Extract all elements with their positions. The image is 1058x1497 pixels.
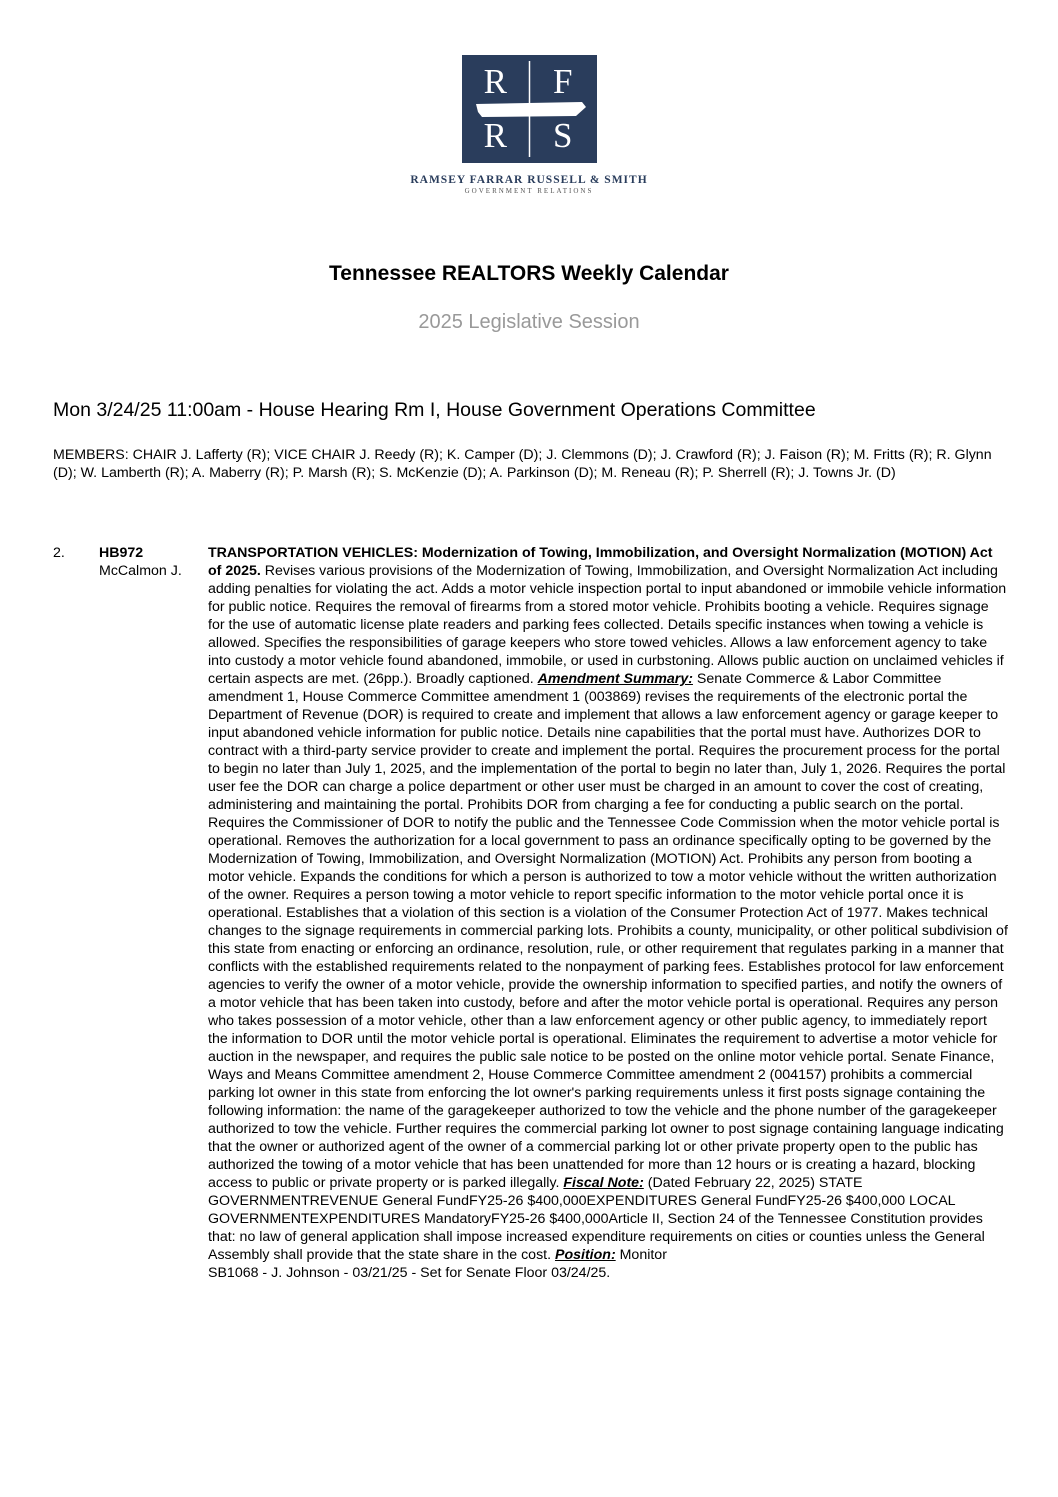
- bill-info: [99, 544, 199, 580]
- bill-description: [208, 544, 1008, 1282]
- amendment-summary-text: Senate Commerce & Labor Committee amendment 1, House Commerce Committee amendment 1 (003869) revises the requirements of the electronic portal the Department of Revenue (DOR) is required to create and implement that allows a law enforcement agency or garage keeper to input abandoned vehicle information for public notice. Details nine capabilities that the portal must have. Authorizes DOR to contract with a third-party service provider to create and implement the portal. Requires the procurement process for the portal to begin no later than July 1, 2025, and the implementation of the portal to begin no later than, July 1, 2026. Requires the portal user fee the DOR can charge a police department or other user must be charged in an amount to cover the cost of creating, administering and maintaining the portal. Prohibits DOR from charging a fee for conducting a public search on the portal. Requires the Commissioner of DOR to notify the public and the Tennessee Code Commission when the motor vehicle portal is operational. Removes the authorization for a local government to pass an ordinance specifically opting to be governed by the Modernization of Towing, Immobilization, and Oversight Normalization (MOTION) Act. Prohibits any person from booting a motor vehicle. Expands the conditions for which a person is authorized to tow a motor vehicle without the written authorization of the owner. Requires a person towing a motor vehicle to report specific information to the motor vehicle portal once it is operational. Establishes that a violation of this section is a violation of the Consumer Protection Act of 1977. Makes technical changes to the signage requirements in commercial parking lots. Prohibits a county, municipality, or other political subdivision of this state from enacting or enforcing an ordinance, resolution, rule, or other requirement that regulates parking in a manner that conflicts with the established requirements related to the nonpayment of parking fees. Establishes protocol for law enforcement agencies to verify the owner of a motor vehicle, provide the ownership information to specified parties, and notify the owners of a motor vehicle that has been taken into custody, before and after the motor vehicle portal is operational. Requires any person who takes possession of a motor vehicle, other than a law enforcement agency or other public agency, to immediately report the information to DOR until the motor vehicle portal is operational. Eliminates the requirement to advertise a motor vehicle for auction in the newspaper, and requires the public sale notice to be posted on the online motor vehicle portal. Senate Finance, Ways and Means Committee amendment 2, House Commerce Committee amendment 2 (004157) prohibits a commercial parking lot owner in this state from enforcing the lot owner's parking requirements unless it first posts signage containing the following information: the name of the garagekeeper authorized to tow the vehicle and the phone number of the garagekeeper authorized to tow the vehicle. Further requires the commercial parking lot owner to post signage containing language indicating that the owner or authorized agent of the owner of a commercial parking lot or other private property open to the public has authorized the towing of a motor vehicle that has been unattended for more than 12 hours or is creating a hazard, blocking access to public or private property or is parked illegally.: [208, 671, 1008, 1191]
- companion-bill: SB1068 - J. Johnson - 03/21/25 - Set for Senate Floor 03/24/25.: [208, 1265, 611, 1281]
- logo-letter-r1: R: [483, 62, 507, 101]
- logo-letter-r2: R: [483, 116, 507, 155]
- amendment-summary-label: Amendment Summary:: [537, 671, 693, 687]
- bill-id: HB972: [99, 545, 144, 561]
- page-subtitle: 2025 Legislative Session: [418, 311, 640, 333]
- meeting-heading: Mon 3/24/25 11:00am - House Hearing Rm I, House Government Operations Committee: [53, 399, 816, 421]
- firm-name: RAMSEY FARRAR RUSSELL & SMITH: [410, 174, 648, 186]
- position-label: Position:: [554, 1247, 616, 1263]
- bill-sponsor: McCalmon J.: [99, 563, 182, 579]
- page-title: Tennessee REALTORS Weekly Calendar: [329, 262, 729, 285]
- position-text: Monitor: [615, 1247, 667, 1263]
- bill-caption: TRANSPORTATION VEHICLES: Modernization of Towing, Immobilization, and Oversight Normalization (MOTION) Act of 2025.: [208, 545, 993, 579]
- committee-members: MEMBERS: CHAIR J. Lafferty (R); VICE CHAIR J. Reedy (R); K. Camper (D); J. Clemmons (D); J. Crawford (R); J. Faison (R); M. Fritts (R); R. Glynn (D); W. Lamberth (R); A. Maberry (R); P. Marsh (R); S. McKenzie (D); A. Parkinson (D); M. Reneau (R); P. Sherrell (R); J. Towns Jr. (D): [53, 447, 992, 481]
- bill-summary: Revises various provisions of the Modernization of Towing, Immobilization, and Oversight Normalization Act including adding penalties for violating the act. Adds a motor vehicle inspection portal to input abandoned or immobile vehicle information for public notice. Requires the removal of firearms from a stored motor vehicle. Prohibits booting a vehicle. Requires signage for the use of automatic license plate readers and parking fees collected. Details specific instances when towing a vehicle is allowed. Specifies the responsibilities of garage keepers who store towed vehicles. Allows a law enforcement agency to take into custody a motor vehicle found abandoned, immobile, or used in curbstoning. Allows public auction on unclaimed vehicles if certain aspects are met. (26pp.). Broadly captioned.: [208, 563, 1007, 687]
- fiscal-note-label: Fiscal Note:: [563, 1175, 644, 1191]
- fiscal-note-text: (Dated February 22, 2025) STATE GOVERNMENTREVENUE General FundFY25-26 $400,000EXPENDITURES General FundFY25-26 $400,000 LOCAL GOVERNMENTEXPENDITURES MandatoryFY25-26 $400,000Article II, Section 24 of the Tennessee Constitution provides that: no law of general application shall impose increased expenditure requirements on cities or counties unless the General Assembly shall provide that the state share in the cost.: [208, 1175, 985, 1263]
- logo-letter-f: F: [553, 62, 573, 101]
- firm-subtitle: GOVERNMENT RELATIONS: [464, 187, 594, 195]
- logo-letter-s: S: [553, 116, 573, 155]
- bill-number: 2.: [53, 545, 65, 561]
- logo-mark: [462, 55, 597, 163]
- logo: [0, 55, 1058, 195]
